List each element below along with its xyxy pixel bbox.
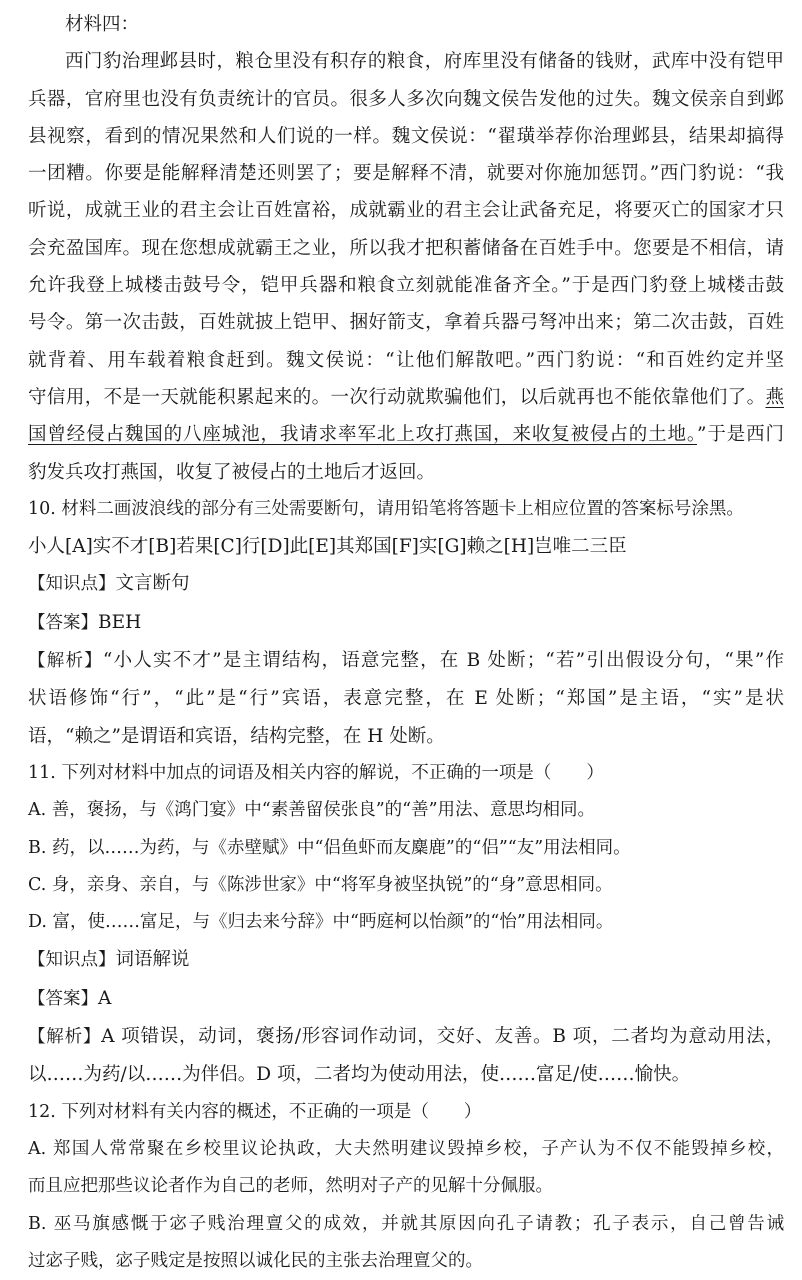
underlined-sentence: 国曾经侵占魏国的八座城池，我请求率军北上攻打燕国，来收复被侵占的土地。 (28, 424, 698, 446)
answer-label: 【答案】 (28, 988, 98, 1009)
q10-analysis-line-1 (28, 642, 784, 680)
q10-answer (28, 604, 784, 642)
knowledge-label: 【知识点】 (28, 950, 116, 971)
underlined-sentence-start: 燕 (765, 386, 784, 408)
q10-sentence: 小人[A]实不才[B]若果[C]行[D]此[E]其郑国[F]实[G]赖之[H]岂唯二三臣 (28, 536, 627, 558)
q12-question: 12. 下列对材料有关内容的概述，不正确的一项是（ ） (28, 1101, 482, 1122)
q11-option-c: C. 身，亲身、亲自，与《陈涉世家》中“将军身被坚执锐”的“身”意思相同。 (28, 874, 613, 895)
q11-option-a: A. 善，褒扬，与《鸿门宴》中“素善留侯张良”的“善”用法、意思均相同。 (28, 800, 596, 821)
q12-option-b-line-1: B. 巫马旗感慨于宓子贱治理亶父的成效，并就其原因向孔子请教；孔子表示，自己曾告诫 (28, 1213, 784, 1234)
q11-option-b: B. 药，以……为药，与《赤壁赋》中“侣鱼虾而友麋鹿”的“侣”“友”用法相同。 (28, 837, 631, 858)
answer-value: BEH (98, 611, 142, 633)
material4-line-1: 西门豹治理邺县时，粮仓里没有积存的粮食，府库里没有储备的钱财，武库中没有铠甲 (65, 51, 784, 73)
answer-value: A (98, 987, 112, 1009)
q10-knowledge (28, 565, 784, 603)
q10-analysis-line-3: 语，“赖之”是谓语和宾语，结构完整，在 H 处断。 (28, 725, 445, 747)
material4-line-12: 豹发兵攻打燕国，收复了被侵占的土地后才返回。 (28, 461, 436, 483)
material4-line-10-text: 守信用，不是一天就能积累起来的。一次行动就欺骗他们，以后就再也不能依靠他们了。 (28, 386, 766, 408)
analysis-text: A 项错误，动词，褒扬/形容词作动词，交好、友善。B 项，二者均为意动用法， (101, 1026, 785, 1048)
material4-line-7: 允许我登上城楼击鼓号令，铠甲兵器和粮食立刻就能准备齐全。”于是西门豹登上城楼击鼓 (28, 275, 784, 297)
analysis-text: “小人实不才”是主谓结构，语意完整，在 B 处断；“若”引出假设分句，“果”作 (102, 650, 784, 672)
q10-question: 10. 材料二画波浪线的部分有三处需要断句，请用铅笔将答题卡上相应位置的答案标号涂黑。 (28, 498, 744, 519)
material4-line-10 (28, 379, 784, 416)
material4-line-8: 号令。第一次击鼓，百姓就披上铠甲、捆好箭支，拿着兵器弓弩冲出来；第二次击鼓，百姓 (28, 312, 784, 334)
q12-option-b-line-2: 过宓子贱，宓子贱定是按照以诚化民的主张去治理亶父的。 (28, 1250, 483, 1271)
material4-line-11-rest: ”于是西门 (697, 424, 784, 446)
material4-line-3: 县视察，看到的情况果然和人们说的一样。魏文侯说：“翟璜举荐你治理邺县，结果却搞得 (28, 125, 784, 147)
material4-heading: 材料四： (65, 14, 140, 35)
q10-analysis-line-2: 状语修饰“行”，“此”是“行”宾语，表意完整，在 E 处断；“郑国”是主语，“实”是状 (28, 688, 784, 710)
answer-label: 【答案】 (28, 612, 98, 633)
q12-option-a-line-1: A. 郑国人常常聚在乡校里议论执政，大夫然明建议毁掉乡校，子产认为不仅不能毁掉乡校， (28, 1138, 784, 1159)
q11-question: 11. 下列对材料中加点的词语及相关内容的解说，不正确的一项是（ ） (28, 762, 604, 783)
material4-line-2: 兵器，官府里也没有负责统计的官员。很多人多次向魏文侯告发他的过失。魏文侯亲自到邺 (28, 88, 784, 110)
material4-line-11 (28, 416, 784, 453)
material4-line-6: 会充盈国库。现在您想成就霸王之业，所以我才把积蓄储备在百姓手中。您要是不相信，请 (28, 237, 784, 259)
q11-answer (28, 980, 784, 1018)
knowledge-label: 【知识点】 (28, 574, 116, 595)
q11-analysis-line-2: 以……为药/以……为伴侣。D 项，二者均为使动用法，使……富足/使……愉快。 (28, 1064, 691, 1086)
q11-knowledge (28, 941, 784, 979)
q11-option-d: D. 富，使……富足，与《归去来兮辞》中“眄庭柯以怡颜”的“怡”用法相同。 (28, 912, 614, 933)
analysis-label: 【解析】 (28, 1027, 102, 1048)
analysis-label: 【解析】 (28, 651, 103, 672)
knowledge-value: 文言断句 (115, 573, 190, 595)
material4-line-5: 听说，成就王业的君主会让百姓富裕，成就霸业的君主会让武备充足，将要灭亡的国家才只 (28, 200, 784, 222)
material4-line-4: 一团糟。你要是能解释清楚还则罢了；要是解释不清，就要对你施加惩罚。”西门豹说：“我 (28, 163, 784, 185)
knowledge-value: 词语解说 (115, 949, 190, 971)
q11-analysis-line-1 (28, 1018, 784, 1056)
q12-option-a-line-2: 而且应把那些议论者作为自己的老师，然明对子产的见解十分佩服。 (28, 1176, 553, 1197)
material4-line-9: 就背着、用车载着粮食赶到。魏文侯说：“让他们解散吧。”西门豹说：“和百姓约定并坚 (28, 349, 784, 371)
